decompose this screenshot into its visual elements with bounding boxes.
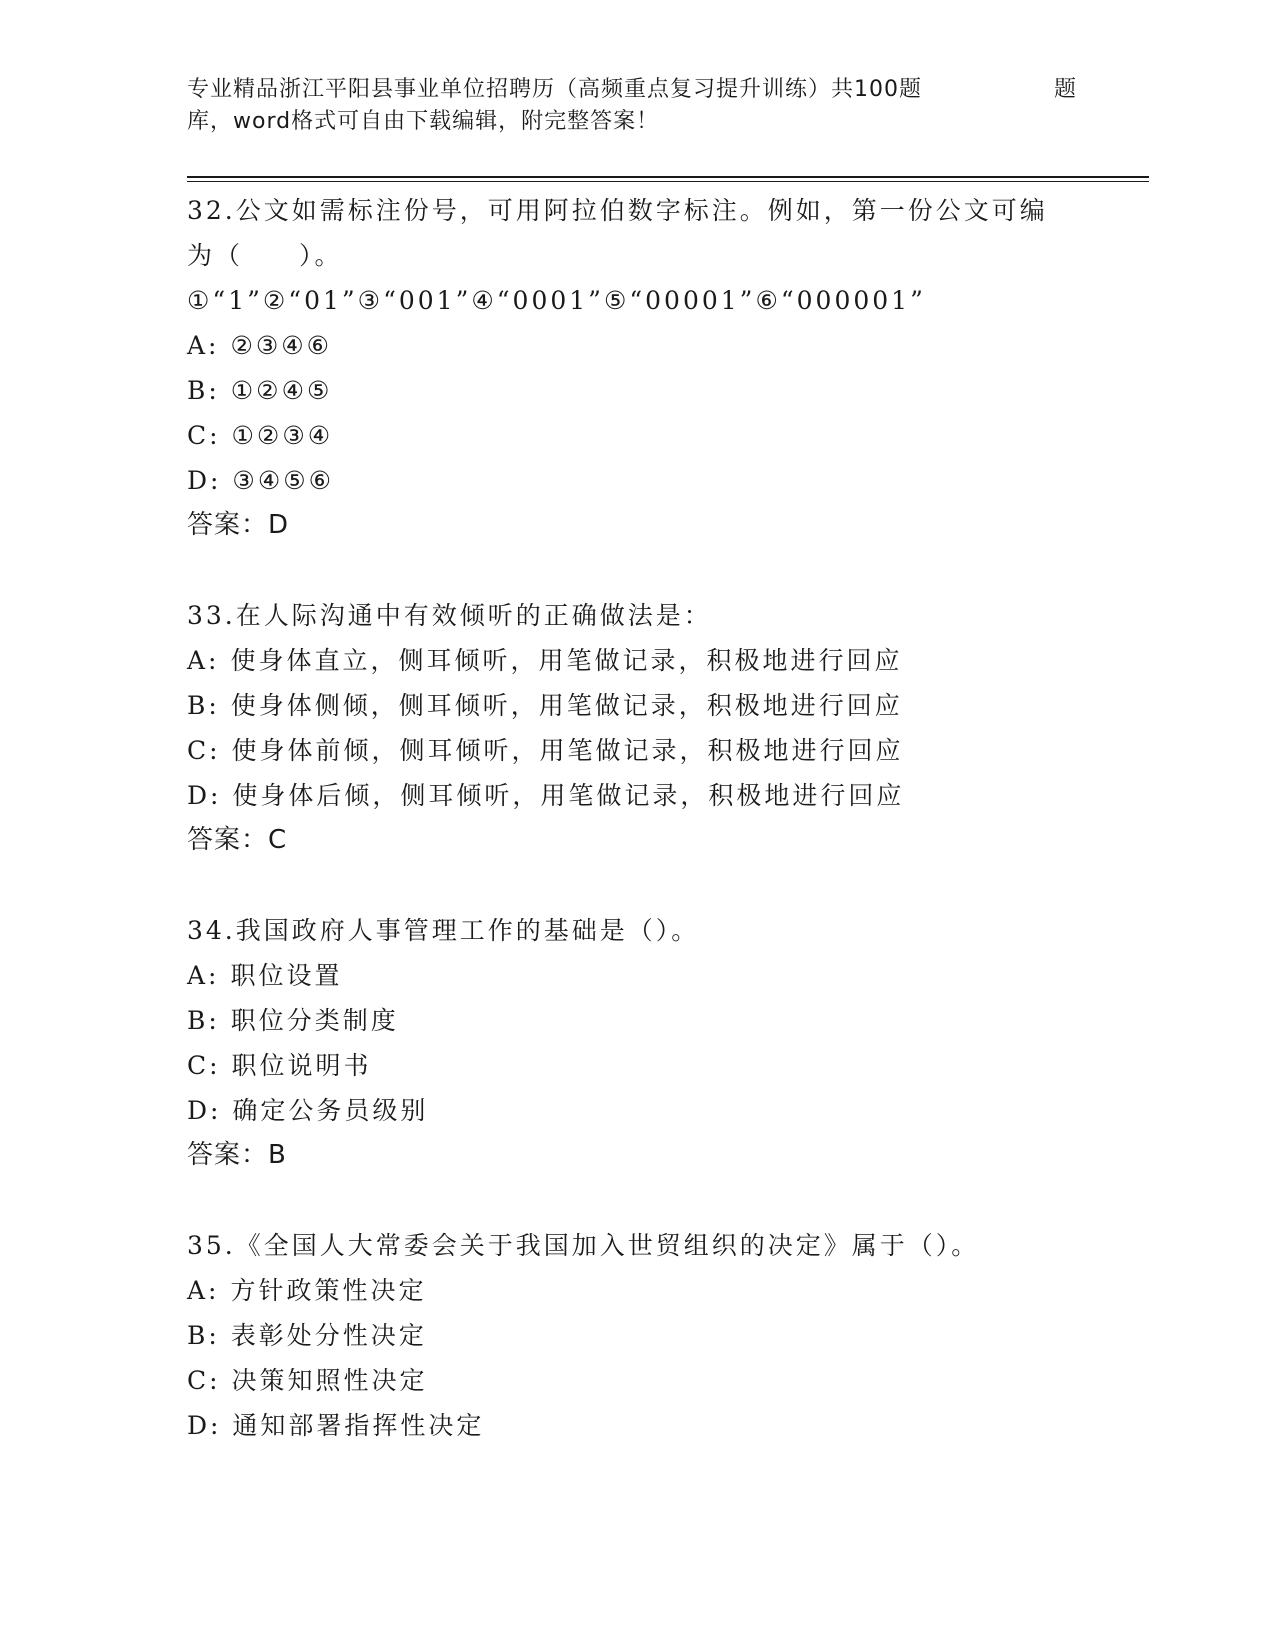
option-text: 使身体前倾，侧耳倾听，用笔做记录，积极地进行回应 bbox=[231, 736, 904, 765]
option-letter: C: bbox=[187, 1051, 221, 1080]
question-stem-continued: 为（ ）。 bbox=[187, 241, 343, 270]
option-c bbox=[187, 1043, 1107, 1088]
option-d bbox=[187, 773, 1107, 818]
question-list bbox=[187, 188, 1107, 1448]
option-letter: C: bbox=[187, 736, 221, 765]
header-divider-thin bbox=[187, 181, 1149, 182]
question-35 bbox=[187, 1223, 1107, 1448]
header-title-line-1-tail: 题 bbox=[1053, 77, 1077, 102]
option-text: ①②③④ bbox=[231, 421, 334, 450]
option-text: 通知部署指挥性决定 bbox=[232, 1411, 485, 1440]
question-stem: 32.公文如需标注份号，可用阿拉伯数字标注。例如，第一份公文可编 bbox=[187, 196, 1048, 225]
option-text: 使身体侧倾，侧耳倾听，用笔做记录，积极地进行回应 bbox=[230, 691, 903, 720]
option-letter: C: bbox=[187, 1366, 221, 1395]
question-stem: 35.《全国人大常委会关于我国加入世贸组织的决定》属于（）。 bbox=[187, 1231, 980, 1260]
option-text: 职位分类制度 bbox=[230, 1006, 399, 1035]
header-title-line-1: 专业精品浙江平阳县事业单位招聘历（高频重点复习提升训练）共100题 bbox=[187, 77, 922, 102]
option-letter: B: bbox=[187, 691, 220, 720]
option-letter: D: bbox=[187, 1096, 222, 1125]
option-letter: D: bbox=[187, 781, 222, 810]
question-stem: 34.我国政府人事管理工作的基础是（）。 bbox=[187, 916, 700, 945]
option-c bbox=[187, 1358, 1107, 1403]
option-text: ②③④⑥ bbox=[230, 331, 333, 360]
question-33 bbox=[187, 593, 1107, 863]
option-b bbox=[187, 998, 1107, 1043]
option-letter: A: bbox=[187, 331, 220, 360]
answer-line: 答案：C bbox=[187, 825, 288, 855]
answer-line: 答案：B bbox=[187, 1140, 287, 1170]
option-text: ③④⑤⑥ bbox=[232, 466, 335, 495]
option-letter: A: bbox=[187, 1276, 220, 1305]
option-a bbox=[187, 323, 1107, 368]
option-text: ①②④⑤ bbox=[230, 376, 333, 405]
option-letter: B: bbox=[187, 1006, 220, 1035]
option-letter: B: bbox=[187, 376, 220, 405]
header-title-line-2: 库，word格式可自由下载编辑，附完整答案！ bbox=[187, 109, 660, 134]
document-header bbox=[187, 74, 1087, 138]
option-d bbox=[187, 1403, 1107, 1448]
option-letter: A: bbox=[187, 961, 220, 990]
option-b bbox=[187, 368, 1107, 413]
option-a bbox=[187, 1268, 1107, 1313]
option-letter: D: bbox=[187, 466, 222, 495]
option-b bbox=[187, 683, 1107, 728]
option-text: 职位说明书 bbox=[231, 1051, 372, 1080]
option-letter: D: bbox=[187, 1411, 222, 1440]
option-c bbox=[187, 413, 1107, 458]
option-text: 职位设置 bbox=[230, 961, 343, 990]
question-32 bbox=[187, 188, 1107, 548]
option-letter: A: bbox=[187, 646, 220, 675]
option-text: 使身体后倾，侧耳倾听，用笔做记录，积极地进行回应 bbox=[232, 781, 905, 810]
header-divider-thick bbox=[187, 176, 1149, 178]
option-text: 使身体直立，侧耳倾听，用笔做记录，积极地进行回应 bbox=[230, 646, 903, 675]
option-a bbox=[187, 953, 1107, 998]
question-note: ①“1”②“01”③“001”④“0001”⑤“00001”⑥“000001” bbox=[187, 286, 926, 315]
option-d bbox=[187, 458, 1107, 503]
option-text: 确定公务员级别 bbox=[232, 1096, 429, 1125]
option-text: 方针政策性决定 bbox=[230, 1276, 427, 1305]
option-text: 表彰处分性决定 bbox=[230, 1321, 427, 1350]
option-b bbox=[187, 1313, 1107, 1358]
option-letter: C: bbox=[187, 421, 221, 450]
answer-line: 答案：D bbox=[187, 510, 290, 540]
option-a bbox=[187, 638, 1107, 683]
option-d bbox=[187, 1088, 1107, 1133]
option-letter: B: bbox=[187, 1321, 220, 1350]
option-text: 决策知照性决定 bbox=[231, 1366, 428, 1395]
header-line-1 bbox=[187, 74, 1077, 106]
question-34 bbox=[187, 908, 1107, 1178]
option-c bbox=[187, 728, 1107, 773]
question-stem: 33.在人际沟通中有效倾听的正确做法是： bbox=[187, 601, 712, 630]
